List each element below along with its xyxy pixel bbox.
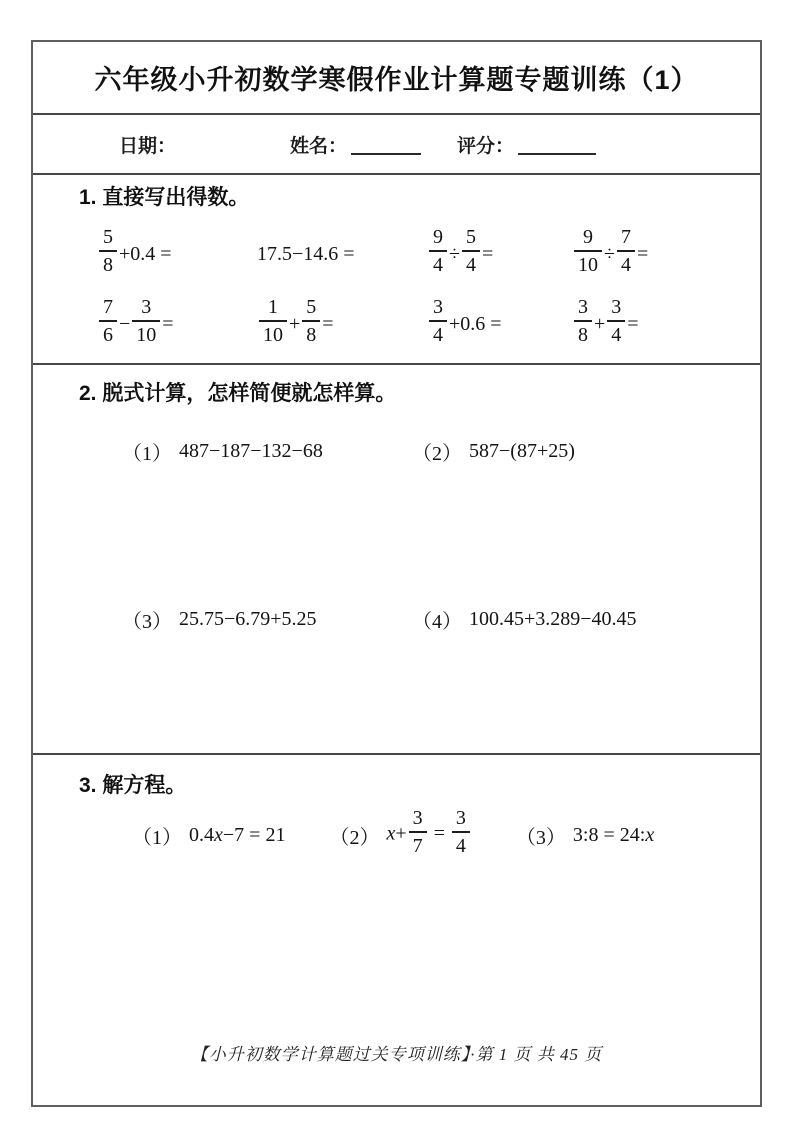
equations-row (33, 807, 760, 863)
fraction: $\frac{9}{10}$ (574, 227, 602, 275)
fraction: $\frac{5}{8}$ (99, 227, 117, 275)
fraction: $\frac{5}{4}$ (462, 227, 480, 275)
fraction: $\frac{3}{7}$ (409, 808, 427, 856)
date-label: 日期： (119, 135, 177, 157)
fraction: $\frac{7}{4}$ (617, 227, 635, 275)
title-row (33, 42, 760, 115)
name-blank-line (351, 135, 421, 155)
quick-calc-grid (33, 223, 760, 355)
problem-number: （1） (132, 826, 182, 849)
problem-number: （2） (329, 826, 380, 849)
math-expression: 0.4x−7 = 21 (189, 823, 286, 846)
worksheet-sheet (31, 40, 762, 1107)
fraction: $\frac{5}{8}$ (302, 297, 320, 345)
math-expression: 3:8 = 24:x (572, 823, 655, 846)
name-label: 姓名： (290, 135, 348, 157)
problem (412, 431, 760, 471)
problem-number: （3） (515, 826, 566, 849)
problem (122, 599, 412, 639)
section-heading: 2. 脱式计算，怎样简便就怎样算。 (79, 382, 397, 405)
fraction: $\frac{3}{4}$ (452, 808, 470, 856)
math-expression: 587−(87+25) (469, 439, 575, 462)
score-blank-line (518, 135, 596, 155)
section-heading: 3. 解方程。 (79, 774, 187, 797)
fraction: $\frac{3}{8}$ (574, 297, 592, 345)
section-quick-calc (33, 175, 760, 365)
page-footer: 【小升初数学计算题过关专项训练】·第 1 页 共 45 页 (190, 1045, 603, 1064)
info-row (33, 115, 760, 175)
problem (132, 807, 285, 863)
section-equations (33, 755, 760, 1105)
math-expression: 487−187−132−68 (179, 439, 323, 462)
section-step-calc (33, 365, 760, 755)
section-heading: 1. 直接写出得数。 (79, 186, 250, 209)
score-field (457, 131, 596, 158)
fraction: $\frac{3}{4}$ (607, 297, 625, 345)
problem (412, 599, 760, 639)
math-expression: $\frac{9}{4}$ ÷ $\frac{5}{4}$ = (427, 223, 572, 285)
math-expression: 100.45+3.289−40.45 (469, 607, 637, 630)
name-field (290, 131, 421, 158)
fraction: $\frac{9}{4}$ (429, 227, 447, 275)
worksheet-title: 六年级小升初数学寒假作业计算题专题训练（1） (94, 65, 699, 95)
problem-number: （1） (122, 442, 172, 465)
problem (122, 431, 412, 471)
problem (516, 807, 654, 863)
fraction: $\frac{3}{10}$ (132, 297, 160, 345)
math-expression: $\frac{9}{10}$ ÷ $\frac{7}{4}$ = (572, 223, 760, 285)
problem-number: （3） (122, 610, 172, 633)
math-expression: $\frac{3}{4}$ +0.6 = (427, 293, 572, 355)
math-expression: 17.5−14.6 = (257, 242, 355, 265)
math-expression: $\frac{7}{6}$ − $\frac{3}{10}$ = (97, 293, 257, 355)
math-expression: 25.75−6.79+5.25 (179, 607, 317, 630)
problem-number: （4） (412, 610, 462, 633)
score-label: 评分： (457, 135, 515, 157)
math-expression: x+ $\frac{3}{7}$ = $\frac{3}{4}$ (386, 811, 471, 859)
fraction: $\frac{7}{6}$ (99, 297, 117, 345)
fraction: $\frac{1}{10}$ (259, 297, 287, 345)
problem-number: （2） (412, 442, 462, 465)
step-calc-grid (33, 431, 760, 639)
fraction: $\frac{3}{4}$ (429, 297, 447, 345)
problem (329, 807, 471, 863)
math-expression: $\frac{1}{10}$ + $\frac{5}{8}$ = (257, 293, 427, 355)
math-expression: $\frac{3}{8}$ + $\frac{3}{4}$ = (572, 293, 760, 355)
math-expression: $\frac{5}{8}$ +0.4 = (97, 223, 257, 285)
